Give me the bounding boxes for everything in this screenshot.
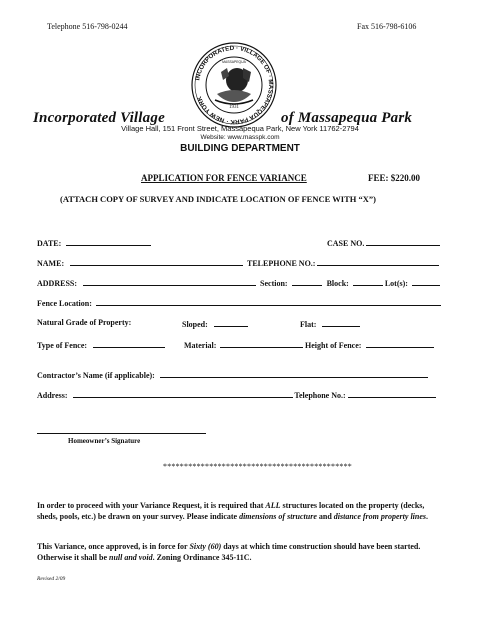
fax-header: Fax 516-798-6106: [357, 22, 417, 31]
contractor-telephone-field[interactable]: [348, 389, 436, 398]
contractor-telephone-label: Telephone No.:: [294, 391, 346, 400]
height-of-fence-field[interactable]: [366, 339, 434, 348]
natural-grade-label: Natural Grade of Property:: [37, 318, 132, 327]
asterisk-separator: *********************************************: [163, 462, 352, 471]
name-row: [37, 257, 243, 268]
height-of-fence-label: Height of Fence:: [305, 341, 362, 350]
seal-inner-text: MASSAPEQUA: [222, 60, 246, 64]
variance-validity-paragraph: [37, 541, 447, 563]
type-of-fence-row: [37, 339, 165, 350]
contractor-name-row: [37, 369, 428, 380]
case-row: [327, 237, 440, 248]
block-label: Block:: [326, 279, 349, 288]
application-title: APPLICATION FOR FENCE VARIANCE: [141, 173, 307, 183]
date-field[interactable]: [66, 237, 151, 246]
lots-field[interactable]: [412, 277, 440, 286]
material-label: Material:: [184, 341, 217, 350]
fee-label: FEE: $220.00: [368, 173, 421, 183]
telephone-row: [247, 257, 439, 268]
paragraph-2-text: This Variance, once approved, is in force for Sixty (60) days at which time construction should have been started. Otherwise it shall be null and void. Zoning Ordinance 345-11C.: [37, 542, 421, 562]
type-of-fence-field[interactable]: [93, 339, 165, 348]
attach-instruction: (ATTACH COPY OF SURVEY AND INDICATE LOCATION OF FENCE WITH “X”): [60, 194, 376, 204]
telephone-no-field[interactable]: [317, 257, 439, 266]
signature-field[interactable]: [37, 433, 206, 434]
fence-location-label: Fence Location:: [37, 299, 92, 308]
date-row: [37, 237, 151, 248]
case-no-field[interactable]: [366, 237, 440, 246]
contractor-name-label: Contractor’s Name (if applicable):: [37, 371, 155, 380]
contractor-address-row: [37, 389, 436, 400]
flat-label: Flat:: [300, 320, 317, 329]
natural-grade-row: [37, 318, 131, 327]
address-row: [37, 277, 440, 288]
seal-outer-text: INCORPORATED · VILLAGE OF · MASSAPEQUA PARK · NEW YORK: [194, 44, 275, 126]
address-field[interactable]: [83, 277, 256, 286]
name-field[interactable]: [70, 257, 243, 266]
signature-label: Homeowner’s Signature: [68, 437, 141, 445]
sloped-row: [182, 318, 248, 329]
telephone-no-label: TELEPHONE NO.:: [247, 259, 316, 268]
type-of-fence-label: Type of Fence:: [37, 341, 88, 350]
sloped-field[interactable]: [214, 318, 248, 327]
department-title: BUILDING DEPARTMENT: [180, 143, 300, 154]
section-label: Section:: [260, 279, 288, 288]
fence-location-row: [37, 297, 441, 308]
section-field[interactable]: [292, 277, 322, 286]
name-label: NAME:: [37, 259, 65, 268]
case-no-label: CASE NO.: [327, 239, 365, 248]
material-field[interactable]: [220, 339, 303, 348]
date-label: DATE:: [37, 239, 62, 248]
lots-label: Lot(s):: [384, 279, 408, 288]
material-row: [184, 339, 303, 350]
revised-date: Revised 2/09: [37, 576, 66, 582]
seal-year: 1931: [229, 105, 239, 110]
height-row: [305, 339, 434, 350]
flat-row: [300, 318, 360, 329]
block-field[interactable]: [353, 277, 383, 286]
village-address: Village Hall, 151 Front Street, Massapequa Park, New York 11762-2794: [121, 124, 359, 133]
address-label: ADDRESS:: [37, 279, 78, 288]
flat-field[interactable]: [322, 318, 360, 327]
contractor-address-label: Address:: [37, 391, 68, 400]
village-name-left: Incorporated Village: [33, 110, 165, 126]
contractor-address-field[interactable]: [73, 389, 293, 398]
fence-location-field[interactable]: [96, 297, 441, 306]
village-name-right: of Massapequa Park: [281, 110, 413, 126]
contractor-name-field[interactable]: [160, 369, 428, 378]
survey-requirement-paragraph: [37, 500, 447, 522]
paragraph-1-text: In order to proceed with your Variance Request, it is required that ALL structures located on the property (decks, sheds, pools, etc.) be drawn on your survey. Please indicate dimensions of structure and distance from property lines.: [37, 501, 428, 521]
telephone-header: Telephone 516-798-0244: [47, 22, 128, 31]
village-seal-icon: [191, 42, 277, 128]
sloped-label: Sloped:: [182, 320, 208, 329]
village-website: Website: www.masspk.com: [200, 134, 280, 141]
